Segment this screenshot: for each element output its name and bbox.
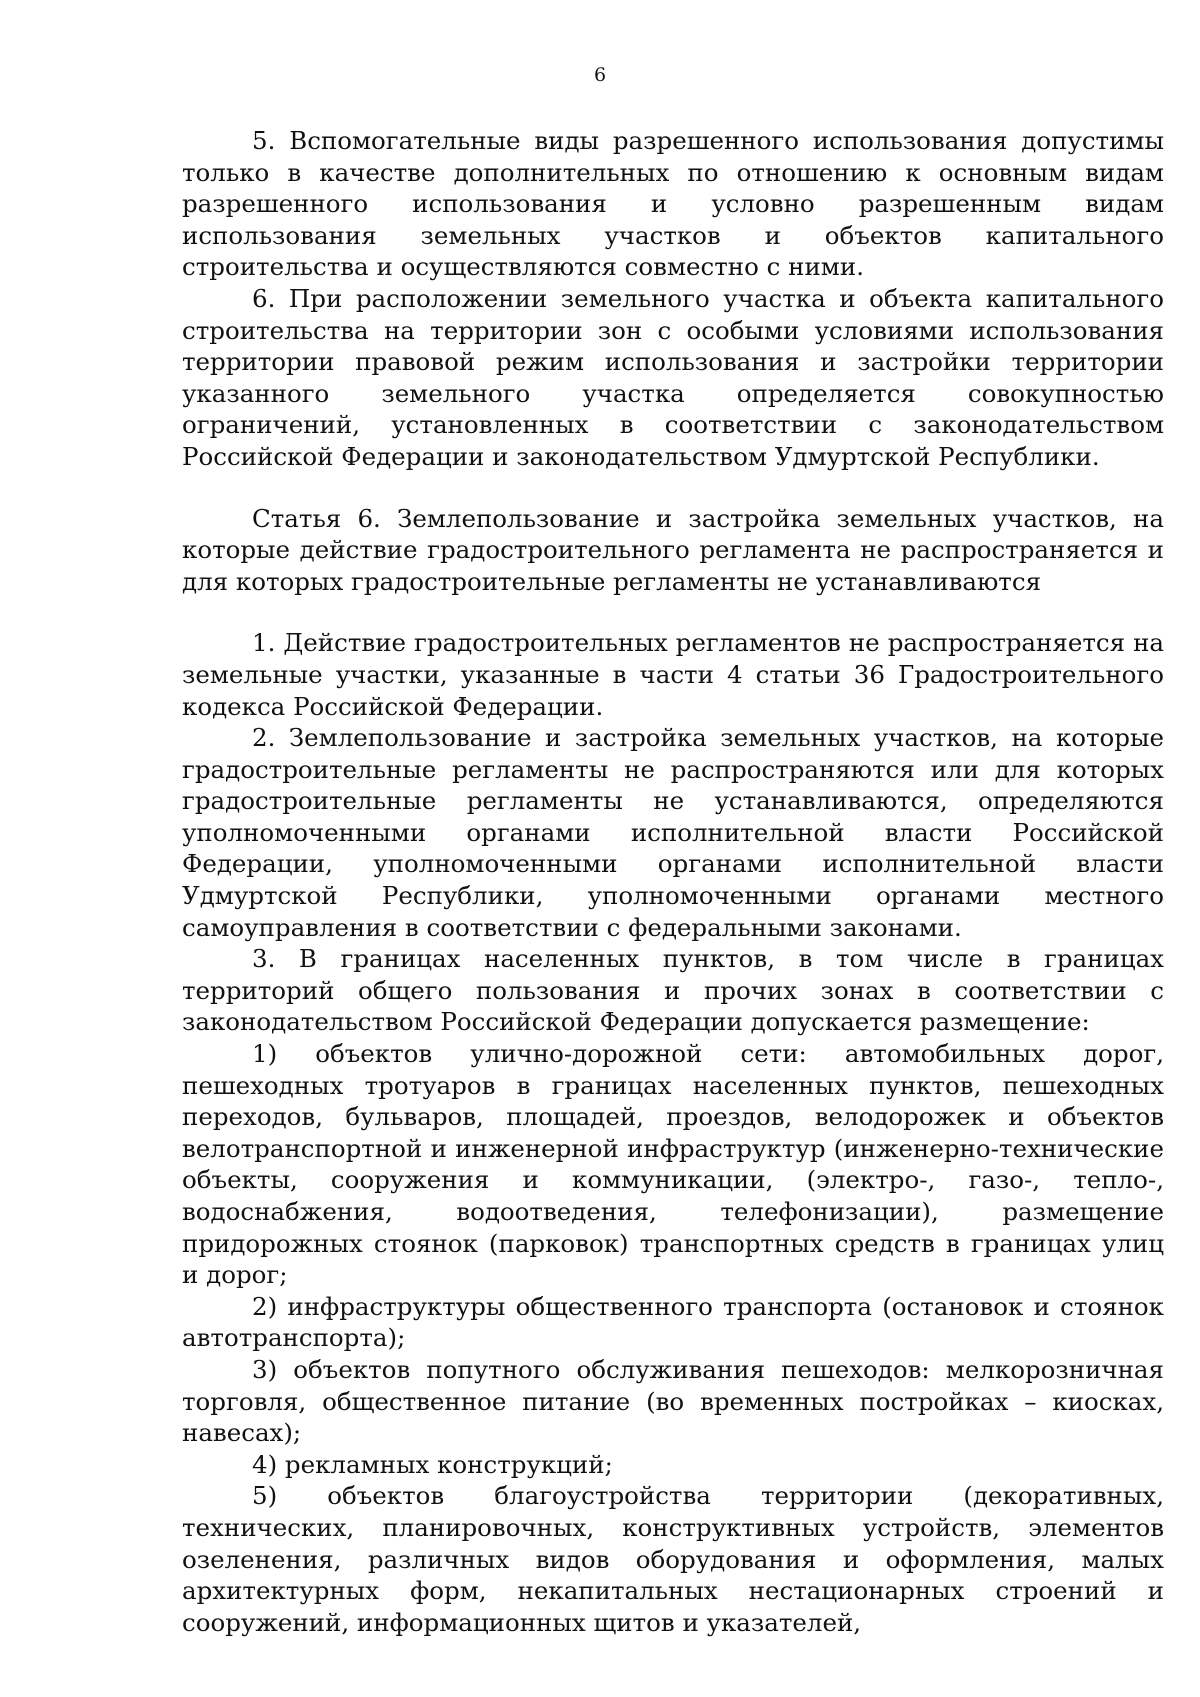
- list-item-3-pedestrian-services: 3) объектов попутного обслуживания пешеходов: мелкорозничная торговля, общественное питание (во временных постройках – киосках, навесах);: [182, 1354, 1164, 1448]
- list-item-4-advertising: 4) рекламных конструкций;: [252, 1449, 613, 1479]
- list-item-1-street-network: 1) объектов улично-дорожной сети: автомобильных дорог, пешеходных тротуаров в границах населенных пунктов, пешеходных переходов, бульваров, площадей, проездов, велодорожек и объектов велотранспортной и инженерной инфраструктур (инженерно-технические объекты, сооружения и коммуникации, (электро-, газо-, тепло-, водоснабжения, водоотведения, телефонизации), размещение придорожных стоянок (парковок) транспортных средств в границах улиц и дорог;: [182, 1039, 1164, 1290]
- list-item-2-public-transport: 2) инфраструктуры общественного транспорта (остановок и стоянок автотранспорта);: [182, 1291, 1164, 1353]
- list-item-5-landscaping: 5) объектов благоустройства территории (декоративных, технических, планировочных, конструктивных устройств, элементов озеленения, различных видов оборудования и оформления, малых архитектурных форм, некапитальных нестационарных строений и сооружений, информационных щитов и указателей,: [182, 1481, 1164, 1637]
- document-body: [182, 125, 1164, 1638]
- paragraph-5-auxiliary-uses: 5. Вспомогательные виды разрешенного использования допустимы только в качестве дополнительных по отношению к основным видам разрешенного использования и условно разрешенным видам использования земельных участков и объектов капитального строительства и осуществляются совместно с ними.: [182, 126, 1164, 282]
- paragraph-6-special-zones: 6. При расположении земельного участка и объекта капитального строительства на территории зон с особыми условиями использования территории правовой режим использования и застройки территории указанного земельного участка определяется совокупностью ограничений, установленных в соответствии с законодательством Российской Федерации и законодательством Удмуртской Республики.: [182, 283, 1164, 471]
- page-number: 6: [593, 64, 607, 86]
- paragraph-2-land-use-authorities: 2. Землепользование и застройка земельных участков, на которые градостроительные регламенты не распространяются или для которых градостроительные регламенты не устанавливаются, определяются уполномоченными органами исполнительной власти Российской Федерации, уполномоченными органами исполнительной власти Удмуртской Республики, уполномоченными органами местного самоуправления в соответствии с федеральными законами.: [182, 723, 1164, 942]
- article-6-heading: Статья 6. Землепользование и застройка земельных участков, на которые действие градостроительного регламента не распространяется и для которых градостроительные регламенты не устанавливаются: [182, 503, 1164, 596]
- paragraph-3-permitted-placement: 3. В границах населенных пунктов, в том числе в границах территорий общего пользования и прочих зонах в соответствии с законодательством Российской Федерации допускается размещение:: [182, 944, 1164, 1037]
- paragraph-1-regulations-not-applied: 1. Действие градостроительных регламентов не распространяется на земельные участки, указанные в части 4 статьи 36 Градостроительного кодекса Российской Федерации.: [182, 628, 1164, 721]
